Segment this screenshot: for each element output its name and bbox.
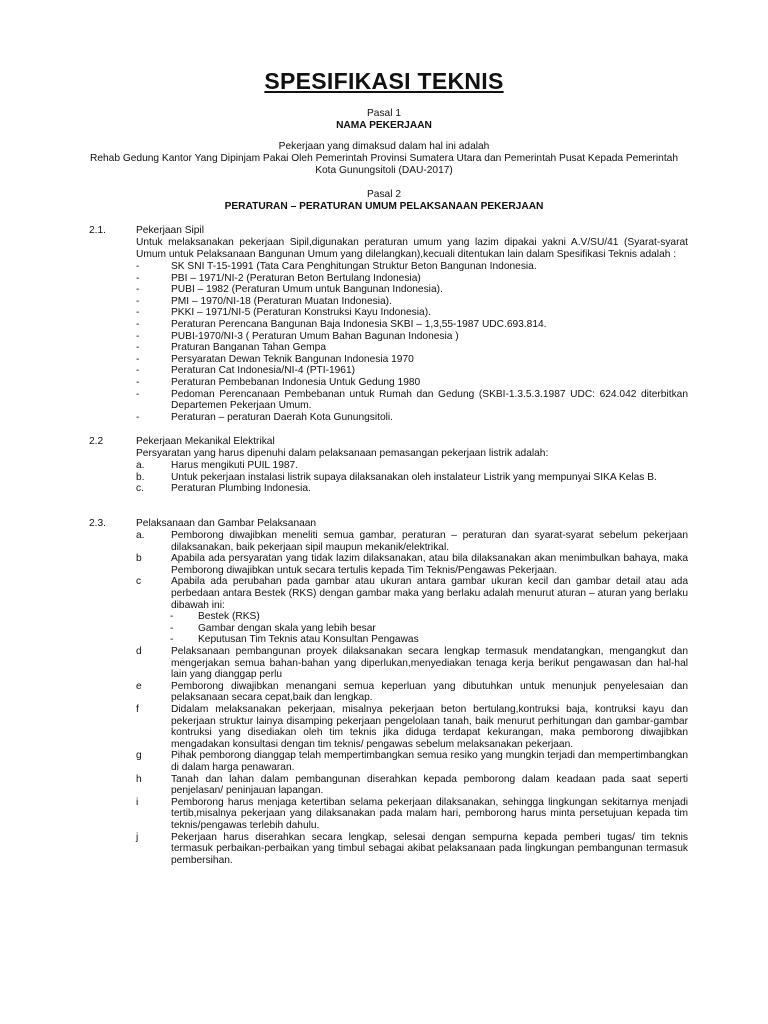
list-marker: c. [136,483,144,495]
list-item-text: Pemborong harus menjaga ketertiban selama pekerjaan dilaksanakan, sehingga lingkungan sekitarnya menjadi tertib,misalnya pekerjaan yang dilaksanakan pada malam hari, pemborong harus minta persetujuan kepada tim teknis/pengawas terlebih dahulu. [171,796,688,831]
list-item [136,261,688,273]
list-item [136,681,688,704]
list-item [136,365,688,377]
list-item [136,412,688,424]
list-item [170,634,688,646]
list-item-text: Harus mengikuti PUIL 1987. [171,460,299,471]
section-2-1-number: 2.1. [89,225,106,236]
list-marker: b [136,553,142,565]
list-item [136,296,688,308]
document-title: SPESIFIKASI TEKNIS [264,68,504,94]
list-item-text: Pekerjaan harus diserahkan secara lengkap, selesai dengan sempurna kepada pemberi tugas/ tim teknis termasuk perbaikan-perbaikan yang timbul sebagai akibat pelaksanaan pada lingkungan pembangunan termasuk pembersihan. [171,831,688,866]
pasal-2-label: Pasal 2 [367,189,401,200]
list-item-text: Pihak pemborong dianggap telah mempertimbangkan semua resiko yang mungkin terjadi dan mempertimbangkan di dalam harga penawaran. [171,750,688,773]
list-item-text: Tanah dan lahan dalam pembangunan diserahkan kepada pemborong dalam keadaan pada saat seperti penjelasan/ peninjauan lapangan. [171,773,688,797]
list-item [136,704,688,750]
list-item [170,611,688,623]
list-marker: - [136,411,140,423]
list-item [136,774,688,797]
section-2-2-number: 2.2 [89,436,104,447]
list-item-text: Peraturan Perencana Bangunan Baja Indonesia SKBI – 1,3,55-1987 UDC.693.814. [171,318,547,330]
list-item [136,354,688,366]
list-item-text: Gambar dengan skala yang lebih besar [198,622,376,634]
list-marker: - [136,388,140,400]
section-2-3-number: 2.3. [89,518,106,529]
list-item-text: Untuk pekerjaan instalasi listrik supaya dilaksanakan oleh instalateur Listrik yang mempunyai SIKA Kelas B. [171,471,657,483]
list-marker: e [136,680,142,692]
list-marker: g [136,750,142,762]
list-marker: j [136,831,139,843]
list-item-text: Bestek (RKS) [198,611,260,622]
section-2-3-list-a [136,530,688,611]
list-item-text: Peraturan Cat Indonesia/NI-4 (PTI-1961) [171,365,356,377]
list-marker: - [136,261,140,272]
list-item [136,307,688,319]
section-2-3-title: Pelaksanaan dan Gambar Pelaksanaan [136,518,317,529]
list-item-text: Keputusan Tim Teknis atau Konsultan Pengawas [198,634,419,646]
list-item-text: PMI – 1970/NI-18 (Peraturan Muatan Indonesia). [171,295,392,307]
list-marker: - [136,318,140,330]
list-item [136,460,688,472]
pasal-2-heading: PERATURAN – PERATURAN UMUM PELAKSANAAN PEKERJAAN [224,201,544,212]
list-marker: a. [136,460,145,471]
pasal-1-intro: Pekerjaan yang dimaksud dalam hal ini adalah [278,141,490,152]
list-item-text: Peraturan Plumbing Indonesia. [171,483,311,495]
list-marker: - [136,353,140,365]
section-2-2-list [136,460,688,495]
list-item-text: Apabila ada perubahan pada gambar atau ukuran antara gambar ukuran kecil dan gambar detail atau ada perbedaan antara Bestek (RKS) dengan gambar maka yang berlaku adalah menurut aturan – aturan yang berlaku dibawah ini: [171,576,688,611]
list-marker: a. [136,530,145,541]
list-item [136,319,688,331]
list-marker: - [136,272,140,284]
list-item [136,472,688,484]
list-marker: - [136,342,140,354]
pasal-1-label: Pasal 1 [367,108,401,119]
list-item-text: Pelaksanaan pembangunan proyek dilaksanakan secara lengkap termasuk mendatangkan, mengangkut dan mengerjakan semua bahan-bahan yang diperlukan,menyediakan tenaga kerja berikut pengawasan dan hal-hal lain yang dianggap perlu [171,646,688,681]
list-item [136,576,688,611]
pasal-1-heading: NAMA PEKERJAAN [336,120,432,131]
section-2-1-list [136,261,688,423]
list-item-text: PUBI – 1982 (Peraturan Umum untuk Bangunan Indonesia). [171,284,443,296]
list-item-text: Didalam melaksanakan pekerjaan, misalnya pekerjaan beton bertulang,kontruksi baja, kontruksi kayu dan pekerjaan struktur lainya disamping pekerjaan pengelolaan tanah, baik menurut perhitungan dan gambar-gambar kontruksi yang disediakan oleh tim teknis jika diduga terdapat kekurangan, maka pemborong diwajibkan mengadakan konsultasi dengan tim teknis/ pengawas sebelum melaksanakan pekerjaan. [171,703,688,750]
list-marker: i [136,796,139,808]
list-item-text: Pemborong diwajibkan meneliti semua gambar, peraturan – peraturan dan syarat-syarat sebelum pekerjaan dilaksanakan, baik pekerjaan sipil maupun mekanik/elektrikal. [171,530,688,553]
list-item [136,331,688,343]
list-item-text: Praturan Banganan Tahan Gempa [171,342,326,354]
list-item-text: Peraturan – peraturan Daerah Kota Gunungsitoli. [171,411,394,423]
list-item [136,797,688,832]
list-item [136,530,688,553]
list-marker: - [136,307,140,319]
list-item [136,483,688,495]
section-2-2-intro: Persyaratan yang harus dipenuhi dalam pelaksanaan pemasangan pekerjaan listrik adalah: [136,448,549,459]
list-item-text: PUBI-1970/NI-3 ( Peraturan Umum Bahan Bagunan Indonesia ) [171,330,459,342]
pasal-1-project-line-2: Kota Gunungsitoli (DAU-2017) [315,165,453,176]
list-marker: - [136,284,140,296]
list-marker: - [136,295,140,307]
list-item [136,377,688,389]
list-item [136,750,688,773]
section-2-3-list-b [136,646,688,866]
pasal-1-project-line-1: Rehab Gedung Kantor Yang Dipinjam Pakai Oleh Pemerintah Provinsi Sumatera Utara dan Pemerintah Pusat Kepada Pemerintah [89,153,678,164]
list-item [136,832,688,867]
list-item [136,284,688,296]
list-item-text: Pemborong diwajibkan menangani semua keperluan yang dibutuhkan untuk menunjuk penyelesaian dan pelaksanaan secara cepat,baik dan lengkap. [171,680,688,704]
list-marker: - [136,365,140,377]
list-item [170,623,688,635]
list-marker: - [170,622,174,634]
list-item-text: Pedoman Perencanaan Pembebanan untuk Rumah dan Gedung (SKBI-1.3.5.3.1987 UDC: 624.042 diterbitkan Departemen Pekerjaan Umum. [171,388,688,412]
list-item-text: Persyaratan Dewan Teknik Bangunan Indonesia 1970 [171,353,414,365]
list-item-text: Peraturan Pembebanan Indonesia Untuk Gedung 1980 [171,376,421,388]
list-marker: f [136,703,139,715]
list-item-text: PKKI – 1971/NI-5 (Peraturan Konstruksi Kayu Indonesia). [171,307,431,319]
list-item-text: PBI – 1971/NI-2 (Peraturan Beton Bertulang Indonesia) [171,272,421,284]
list-item [136,553,688,576]
list-marker: - [170,611,174,622]
list-marker: - [136,330,140,342]
list-item [136,342,688,354]
section-2-3-sublist [170,611,688,646]
section-2-1-title: Pekerjaan Sipil [136,225,204,236]
list-item-text: SK SNI T-15-1991 (Tata Cara Penghitungan Struktur Beton Bangunan Indonesia. [171,261,537,272]
list-item [136,273,688,285]
section-2-1-intro: Untuk melaksanakan pekerjaan Sipil,digunakan peraturan umum yang lazim dipakai yakni A.V/SU/41 (Syarat-syarat Umum untuk Pelaksanaan Bangunan Umum yang dilelangkan),kecuali ditentukan lain dalam Spesifikasi Teknis adalah : [136,237,688,260]
list-marker: b. [136,471,145,483]
list-marker: h [136,773,142,785]
list-marker: - [170,634,174,646]
list-marker: d [136,646,142,657]
list-item [136,389,688,412]
section-2-2-title: Pekerjaan Mekanikal Elektrikal [136,436,275,447]
list-item-text: Apabila ada persyaratan yang tidak lazim dilaksanakan, atau bila dilaksanakan akan menimbulkan bahaya, maka Pemborong diwajibkan untuk secara tertulis kepada Tim Teknis/Pengawas Pekerjaan. [171,553,688,576]
list-item [136,646,688,681]
list-marker: - [136,376,140,388]
list-marker: c [136,576,142,588]
